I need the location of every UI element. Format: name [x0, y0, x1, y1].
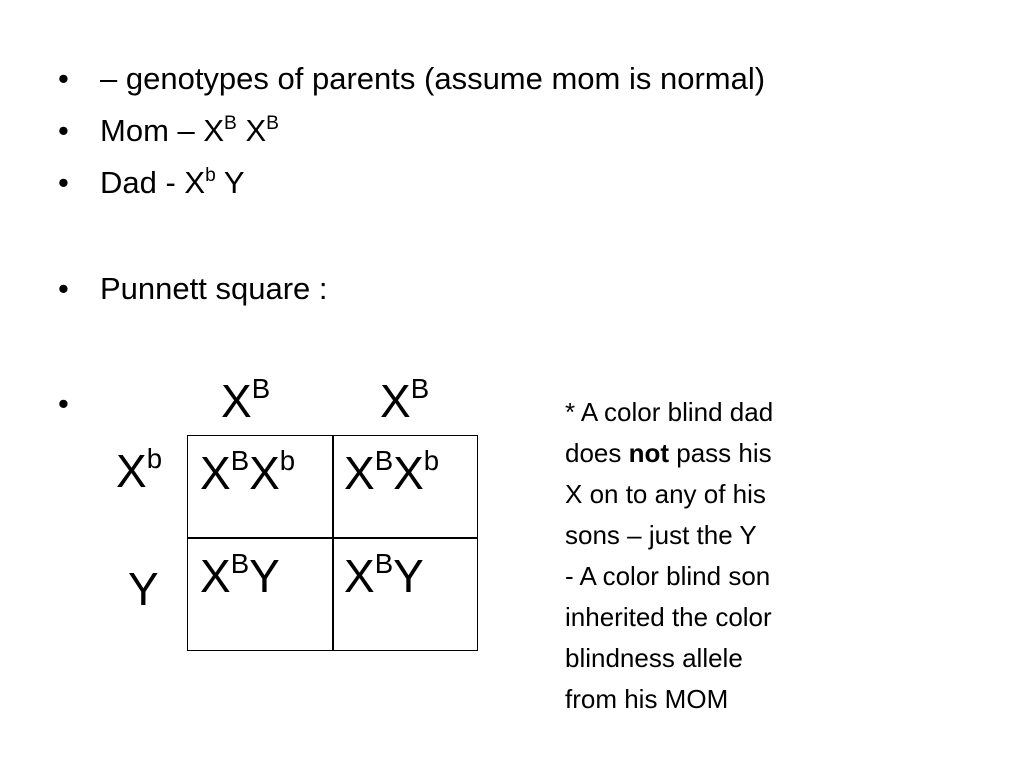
note-line: * A color blind dad: [565, 397, 774, 427]
cell-base: X: [344, 447, 375, 499]
cell-base: X: [200, 447, 231, 499]
dad-prefix: Dad - X: [100, 165, 206, 200]
cell-base: Y: [393, 550, 424, 602]
bullet-punnett: [58, 271, 328, 307]
cell-base: Y: [249, 550, 280, 602]
dad-allele: b: [205, 165, 216, 187]
cell-sup: b: [279, 444, 296, 476]
cell-sup: B: [374, 547, 394, 579]
row-header-2-base: Y: [128, 563, 159, 615]
row-header-2: [128, 563, 159, 615]
bullet-dot: •: [58, 113, 69, 148]
genotypes-text: – genotypes of parents (assume mom is normal): [100, 61, 766, 96]
col-header-1: [221, 372, 271, 434]
mom-allele-1: B: [224, 113, 237, 135]
punnett-square: [187, 435, 478, 651]
cell-base: X: [200, 550, 231, 602]
note-line: sons – just the Y: [565, 520, 757, 550]
mom-prefix: Mom – X: [100, 113, 225, 148]
row-header-1: [116, 442, 163, 504]
bullet-dad: [58, 165, 245, 206]
note-text: pass his: [669, 438, 772, 468]
row-header-1-base: X: [116, 445, 147, 497]
note-line: X on to any of his: [565, 479, 766, 509]
bullet-dot: •: [58, 165, 69, 200]
cell-base: X: [393, 447, 424, 499]
col-header-2-sup: B: [410, 372, 430, 404]
col-header-1-sup: B: [251, 372, 271, 404]
mom-allele-2: B: [266, 113, 279, 135]
bullet-dot: •: [58, 271, 69, 306]
cell-sup: B: [230, 444, 250, 476]
row-header-1-sup: b: [146, 442, 163, 474]
grid-divider-vertical: [332, 436, 334, 650]
cell-sup: b: [423, 444, 440, 476]
cell-base: X: [344, 550, 375, 602]
note-line: [565, 433, 865, 474]
mom-x2: X: [245, 113, 267, 148]
cell-base: X: [249, 447, 280, 499]
bullet-dot: •: [58, 386, 69, 421]
note-emphasis: not: [628, 438, 670, 468]
note-line: blindness allele: [565, 643, 743, 673]
note-line: - A color blind son: [565, 561, 771, 591]
punnett-label: Punnett square :: [100, 271, 328, 306]
punnett-cell: [200, 547, 280, 609]
punnett-cell: [344, 444, 440, 506]
note-line: inherited the color: [565, 602, 772, 632]
note-text: does: [565, 438, 629, 468]
dad-y: Y: [223, 165, 245, 200]
cell-sup: B: [374, 444, 394, 476]
cell-sup: B: [230, 547, 250, 579]
grid-divider-horizontal: [188, 537, 477, 539]
col-header-2: [380, 372, 430, 434]
col-header-2-base: X: [380, 375, 411, 427]
bullet-mom: [58, 113, 279, 154]
side-note: [565, 392, 865, 720]
punnett-cell: [344, 547, 424, 609]
note-line: from his MOM: [565, 684, 729, 714]
punnett-cell: [200, 444, 296, 506]
col-header-1-base: X: [221, 375, 252, 427]
bullet-dot: •: [58, 61, 69, 96]
bullet-genotypes: [58, 61, 766, 97]
